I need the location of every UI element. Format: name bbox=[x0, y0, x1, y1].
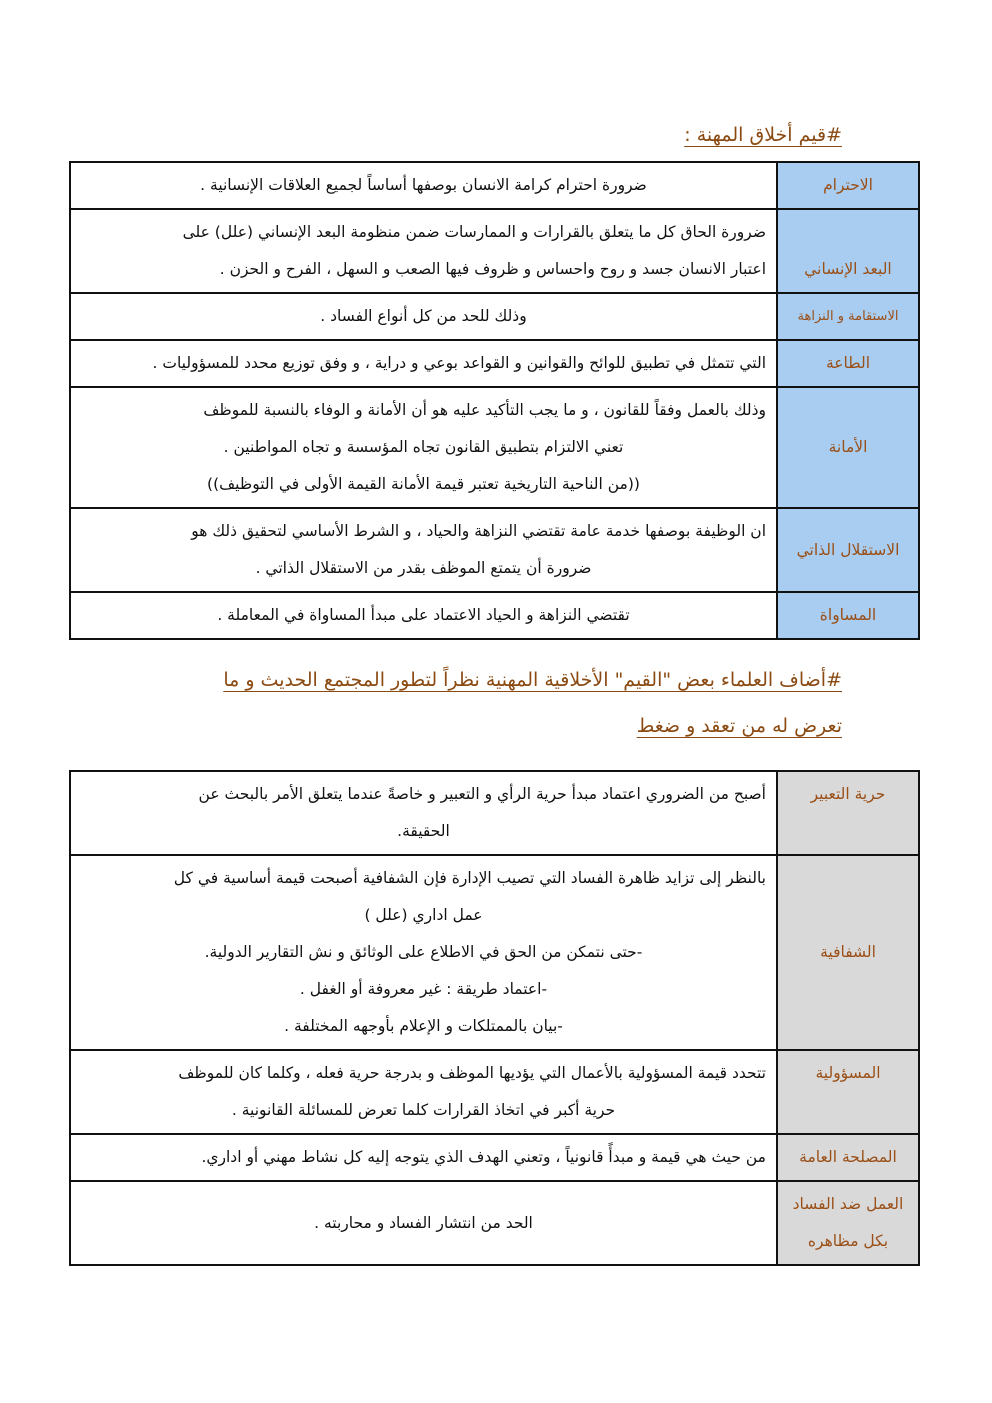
description-line: تتحدد قيمة المسؤولية بالأعمال التي يؤديها الموظف و بدرجة حرية فعله ، وكلما كان للموظف bbox=[178, 1064, 766, 1082]
description-line: ((من الناحية التاريخية تعتبر قيمة الأمانة القيمة الأولى في التوظيف)) bbox=[207, 475, 640, 493]
table-row bbox=[70, 209, 919, 293]
value-label: الطاعة bbox=[777, 340, 919, 387]
description-line: بالنظر إلى تزايد ظاهرة الفساد التي تصيب الإدارة فإن الشفافية أصبحت قيمة أساسية في كل bbox=[173, 869, 766, 887]
value-description bbox=[70, 387, 777, 508]
value-label: الأمانة bbox=[777, 387, 919, 508]
value-label: المسؤولية bbox=[777, 1050, 919, 1134]
value-label: المساواة bbox=[777, 592, 919, 639]
description-line: الحد من انتشار الفساد و محاربته . bbox=[314, 1213, 533, 1232]
description-line: وذلك للحد من كل أنواع الفساد . bbox=[320, 307, 527, 325]
section-1-heading: #قيم أخلاق المهنة : bbox=[684, 124, 842, 146]
table-row bbox=[70, 293, 919, 340]
table-row bbox=[70, 162, 919, 209]
table-row bbox=[70, 1134, 919, 1181]
description-line: الحقيقة. bbox=[397, 822, 450, 840]
value-label: البعد الإنساني bbox=[777, 209, 919, 293]
description-line: تقتضي النزاهة و الحياد الاعتماد على مبدأ المساواة في المعاملة . bbox=[217, 606, 630, 624]
description-line: تعني الالتزام بتطبيق القانون تجاه المؤسسة و تجاه المواطنين . bbox=[223, 438, 624, 456]
description-line: أصبح من الضروري اعتماد مبدأ حرية الرأي و التعبير و خاصةً عندما يتعلق الأمر بالبحث عن bbox=[198, 785, 766, 803]
description-line: عمل اداري (علل ) bbox=[364, 906, 483, 924]
value-label: الشفافية bbox=[777, 855, 919, 1050]
value-label: العمل ضد الفساد بكل مظاهره bbox=[777, 1181, 919, 1265]
value-label: المصلحة العامة bbox=[777, 1134, 919, 1181]
table-row bbox=[70, 1181, 919, 1265]
description-line: -حتى نتمكن من الحق في الاطلاع على الوثائق و نش التقارير الدولية. bbox=[204, 943, 643, 961]
description-line: ضرورة الحاق كل ما يتعلق بالقرارات و الممارسات ضمن منظومة البعد الإنساني (علل) على bbox=[182, 223, 766, 241]
value-description bbox=[70, 340, 777, 387]
value-description bbox=[70, 855, 777, 1050]
value-description bbox=[70, 162, 777, 209]
table-row bbox=[70, 387, 919, 508]
value-label: الاستقامة و النزاهة bbox=[777, 293, 919, 340]
description-line: التي تتمثل في تطبيق للوائح والقوانين و القواعد بوعي و دراية ، و وفق توزيع محدد للمسؤوليات . bbox=[152, 354, 766, 372]
value-description bbox=[70, 508, 777, 592]
description-line: وذلك بالعمل وفقاً للقانون ، و ما يجب التأكيد عليه هو أن الأمانة و الوفاء بالنسبة للموظف bbox=[203, 401, 766, 419]
value-description bbox=[70, 209, 777, 293]
section-2-heading: #أضاف العلماء بعض "القيم" الأخلاقية المهنية نظراً لتطور المجتمع الحديث و ما تعرض له من تعقد و ضغط bbox=[223, 669, 842, 737]
value-description bbox=[70, 771, 777, 855]
description-line: ضرورة أن يتمتع الموظف بقدر من الاستقلال الذاتي . bbox=[255, 559, 592, 577]
table-row bbox=[70, 1050, 919, 1134]
value-description bbox=[70, 592, 777, 639]
value-label: حرية التعبير bbox=[777, 771, 919, 855]
value-description bbox=[70, 1181, 777, 1265]
value-label: الاستقلال الذاتي bbox=[777, 508, 919, 592]
description-line: ان الوظيفة بوصفها خدمة عامة تقتضي النزاهة والحياد ، و الشرط الأساسي لتحقيق ذلك هو bbox=[191, 522, 766, 540]
value-description bbox=[70, 1050, 777, 1134]
professional-ethics-values-table bbox=[69, 161, 920, 640]
added-ethical-values-table bbox=[69, 770, 920, 1266]
table-row bbox=[70, 855, 919, 1050]
table-row bbox=[70, 771, 919, 855]
description-line: اعتبار الانسان جسد و روح واحساس و ظروف فيها الصعب و السهل ، الفرح و الحزن . bbox=[219, 260, 766, 278]
table-row bbox=[70, 508, 919, 592]
value-description bbox=[70, 293, 777, 340]
description-line: من حيث هي قيمة و مبدأً قانونياً ، وتعني الهدف الذي يتوجه إليه كل نشاط مهني أو اداري. bbox=[201, 1148, 766, 1166]
description-line: حرية أكبر في اتخاذ القرارات كلما تعرض للمسائلة القانونية . bbox=[231, 1101, 616, 1119]
value-label: الاحترام bbox=[777, 162, 919, 209]
description-line: -اعتماد طريقة : غير معروفة أو الغفل . bbox=[299, 980, 548, 998]
table-row bbox=[70, 340, 919, 387]
description-line: ضرورة احترام كرامة الانسان بوصفها أساساً لجميع العلاقات الإنسانية . bbox=[200, 176, 647, 194]
value-description bbox=[70, 1134, 777, 1181]
description-line: -بيان بالممتلكات و الإعلام بأوجهه المختلفة . bbox=[284, 1017, 563, 1035]
table-row bbox=[70, 592, 919, 639]
